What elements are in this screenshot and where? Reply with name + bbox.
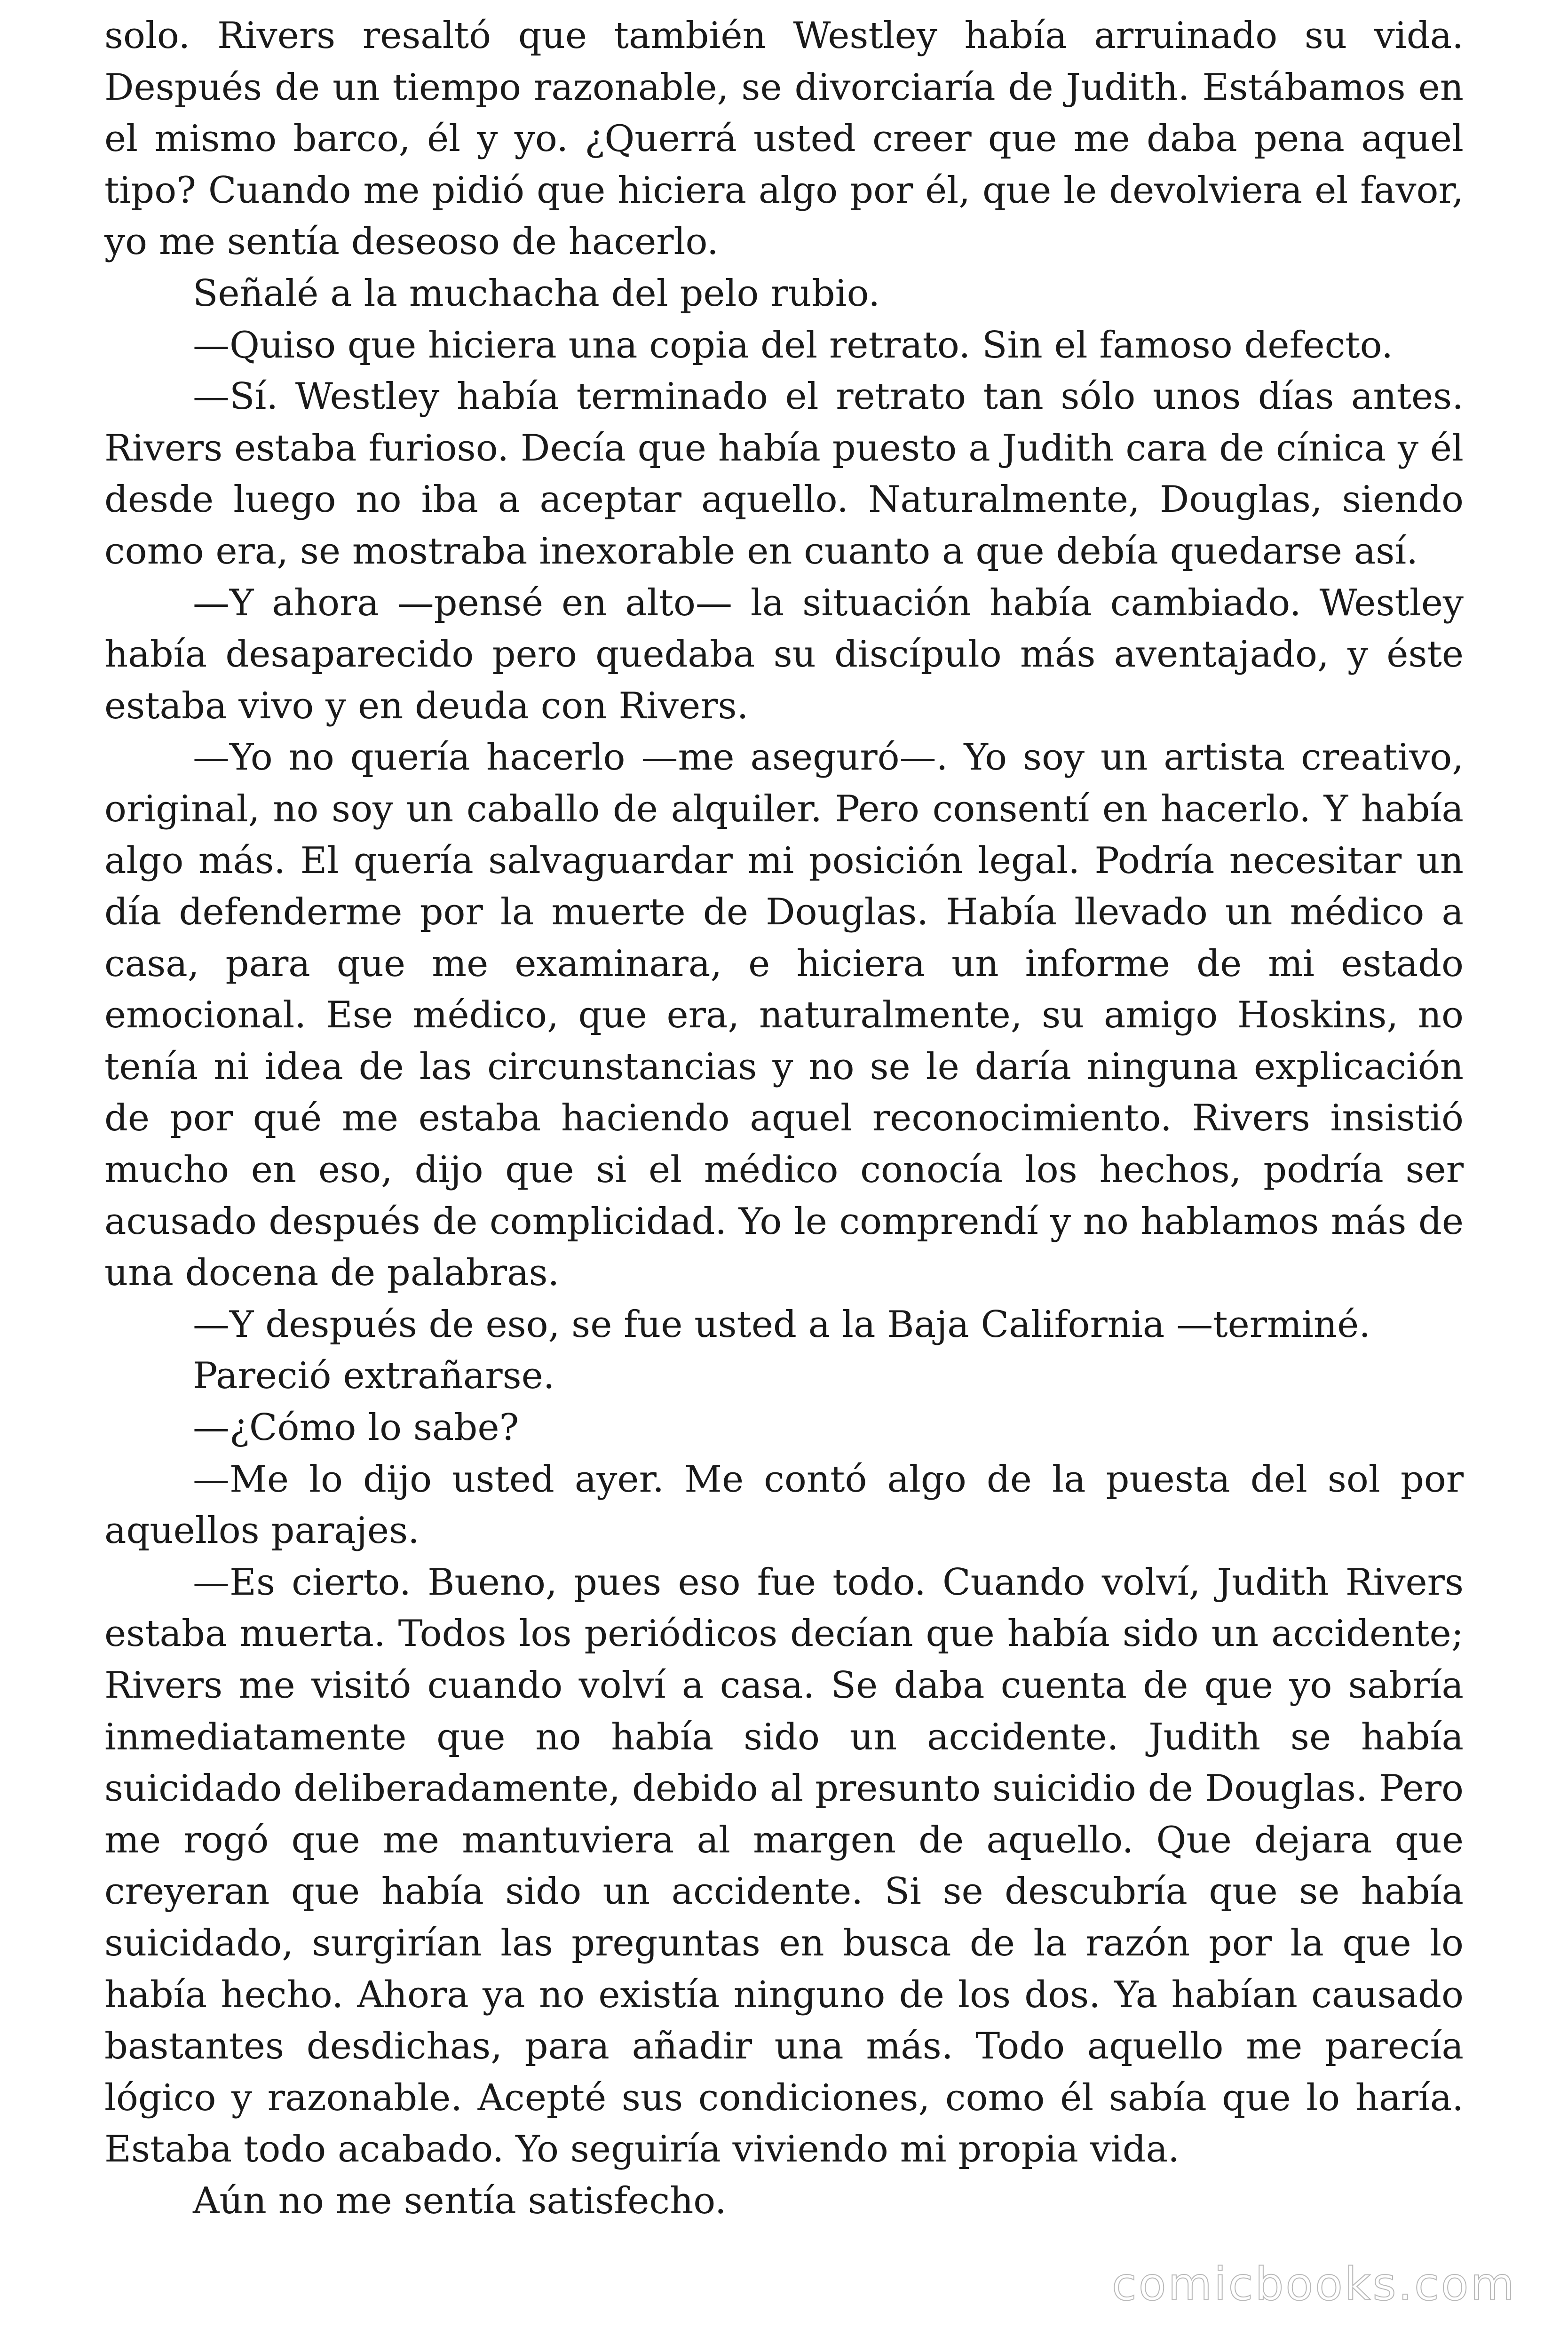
paragraph: —Yo no quería hacerlo —me aseguró—. Yo soy un artista creativo, original, no soy un caballo de alquiler. Pero consentí en hacerlo. Y había algo más. El quería salvaguardar mi posición legal. Podría necesitar un día defenderme por la muerte de Douglas. Había llevado un médico a casa, para que me examinara, e hiciera un informe de mi estado emocional. Ese médico, que era, naturalmente, su amigo Hoskins, no tenía ni idea de las circunstancias y no se le daría ninguna explicación de por qué me estaba haciendo aquel reconocimiento. Rivers insistió mucho en eso, dijo que si el médico conocía los hechos, podría ser acusado después de complicidad. Yo le comprendí y no hablamos más de una docena de palabras. — [104, 736, 1464, 1295]
paragraph: —Me lo dijo usted ayer. Me contó algo de la puesta del sol por aquellos parajes. — [104, 1458, 1464, 1552]
watermark: comicbooks.com — [1111, 2258, 1516, 2311]
page-text — [104, 10, 1464, 2227]
paragraph: —Es cierto. Bueno, pues eso fue todo. Cuando volví, Judith Rivers estaba muerta. Todos los periódicos decían que había sido un accidente; Rivers me visitó cuando volví a casa. Se daba cuenta de que yo sabría inmediatamente que no había sido un accidente. Judith se había suicidado deliberadamente, debido al presunto suicidio de Douglas. Pero me rogó que me mantuviera al margen de aquello. Que dejara que creyeran que había sido un accidente. Si se descubría que se había suicidado, surgirían las preguntas en busca de la razón por la que lo había hecho. Ahora ya no existía ninguno de los dos. Ya habían causado bastantes desdichas, para añadir una más. Todo aquello me parecía lógico y razonable. Acepté sus condiciones, como él sabía que lo haría. Estaba todo acabado. Yo seguiría viviendo mi propia vida. — [104, 1561, 1464, 2171]
paragraph: Aún no me sentía satisfecho. — [193, 2179, 727, 2222]
paragraph: —Quiso que hiciera una copia del retrato. Sin el famoso defecto. — [193, 324, 1394, 366]
paragraph: —¿Cómo lo sabe? — [193, 1406, 519, 1449]
paragraph: solo. Rivers resaltó que también Westley había arruinado su vida. Después de un tiempo razonable, se divorciaría de Judith. Estábamos en el mismo barco, él y yo. ¿Querrá usted creer que me daba pena aquel tipo? Cuando me pidió que hiciera algo por él, que le devolviera el favor, yo me sentía deseoso de hacerlo. — [104, 15, 1464, 263]
paragraph: —Y después de eso, se fue usted a la Baja California —terminé. — [193, 1303, 1371, 1346]
paragraph: Señalé a la muchacha del pelo rubio. — [193, 272, 880, 315]
paragraph: —Sí. Westley había terminado el retrato tan sólo unos días antes. Rivers estaba furioso. Decía que había puesto a Judith cara de cínica y él desde luego no iba a aceptar aquello. Naturalmente, Douglas, siendo como era, se mostraba inexorable en cuanto a que debía quedarse así. — [104, 375, 1464, 572]
paragraph: —Y ahora —pensé en alto— la situación había cambiado. Westley había desaparecido pero quedaba su discípulo más aventajado, y éste estaba vivo y en deuda con Rivers. — [104, 581, 1464, 727]
paragraph: Pareció extrañarse. — [193, 1355, 555, 1398]
